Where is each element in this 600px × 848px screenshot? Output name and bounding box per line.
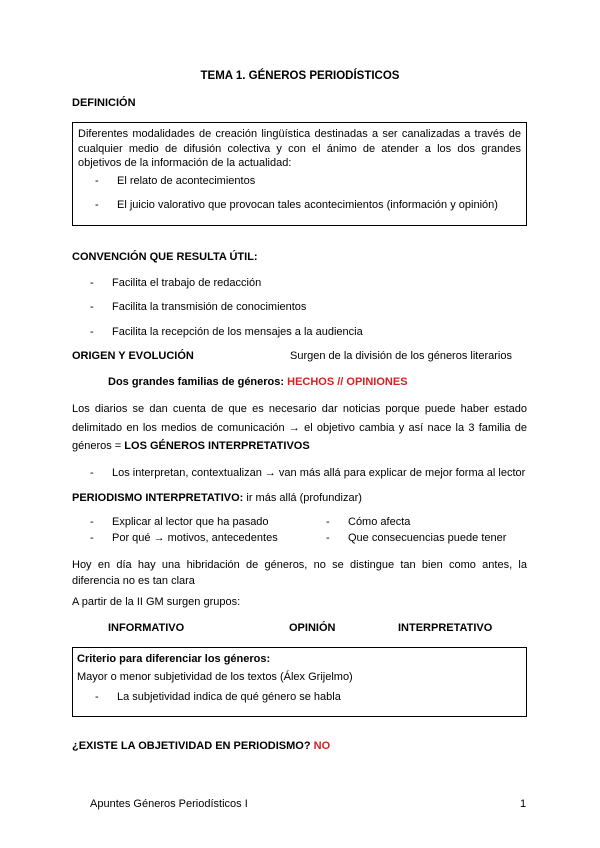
familias-line [108,376,408,388]
dash-icon: - [326,532,330,544]
familias-value: HECHOS // OPINIONES [287,376,408,388]
origen-paragraph-bold: LOS GÉNEROS INTERPRETATIVOS [124,440,310,452]
grupo-interpretativo: INTERPRETATIVO [398,622,493,634]
grupos-intro: A partir de la II GM surgen grupos: [72,596,241,608]
grupo-informativo: INFORMATIVO [108,622,185,634]
list-item [90,301,306,313]
origen-paragraph-text: Los diarios se dan cuenta de que es necesario dar noticias porque puede haber estado delimitado en los medios de comunicación → el objetivo cambia y así nace la 3 familia de géneros = [72,403,527,452]
objetividad-line [72,740,330,752]
origen-paragraph [72,400,527,456]
dash-icon: - [90,516,94,528]
list-item [90,532,278,544]
periodismo-heading-line [72,492,362,504]
origen-note: Surgen de la división de los géneros literarios [290,350,512,362]
definicion-bullet-1: El relato de acontecimientos [117,175,256,187]
periodismo-col1-2: Por qué → motivos, antecedentes [112,532,278,544]
periodismo-col2-1: Cómo afecta [348,516,411,528]
list-item [95,175,255,187]
criterio-text: Mayor o menor subjetividad de los textos (Álex Grijelmo) [77,671,353,683]
criterio-box [72,647,527,717]
convencion-bullet-1: Facilita el trabajo de redacción [112,277,262,289]
dash-icon: - [90,301,94,313]
page-title: TEMA 1. GÉNEROS PERIODÍSTICOS [200,70,400,82]
footer-title: Apuntes Géneros Periodísticos I [90,798,248,810]
dash-icon: - [326,516,330,528]
criterio-heading: Criterio para diferenciar los géneros: [77,653,271,665]
definicion-box [72,122,527,226]
page-number: 1 [520,798,527,810]
dash-icon: - [90,277,94,289]
dash-icon: - [95,691,99,703]
list-item [326,516,410,528]
origen-heading: ORIGEN Y EVOLUCIÓN [72,350,194,362]
convencion-bullet-3: Facilita la recepción de los mensajes a la audiencia [112,326,363,338]
periodismo-heading: PERIODISMO INTERPRETATIVO: [72,492,244,504]
definicion-text: Diferentes modalidades de creación lingüística destinadas a ser canalizadas a través de cualquier medio de difusión colectiva y con el ánimo de atender a los dos grandes objetivos de la información de la actualidad: [78,128,521,169]
list-item [90,516,269,528]
familias-label: Dos grandes familias de géneros: [108,376,285,388]
dash-icon: - [95,175,99,187]
convencion-heading: CONVENCIÓN QUE RESULTA ÚTIL: [72,251,258,263]
definicion-heading: DEFINICIÓN [72,97,136,109]
list-item [95,691,341,703]
list-item [95,199,498,211]
convencion-bullet-2: Facilita la transmisión de conocimientos [112,301,307,313]
list-item [90,277,261,289]
dash-icon: - [95,199,99,211]
list-item [90,326,363,338]
hibridacion-paragraph: Hoy en día hay una hibridación de géneros, no se distingue tan bien como antes, la diferencia no es tan clara [72,559,527,587]
list-item [90,467,525,479]
periodismo-col2-2: Que consecuencias puede tener [348,532,507,544]
dash-icon: - [90,467,94,479]
definicion-bullet-2: El juicio valorativo que provocan tales acontecimientos (información y opinión) [117,199,498,211]
criterio-bullet: La subjetividad indica de qué género se habla [117,691,341,703]
objetividad-question: ¿EXISTE LA OBJETIVIDAD EN PERIODISMO? [72,740,314,752]
dash-icon: - [90,532,94,544]
dash-icon: - [90,326,94,338]
grupo-opinion: OPINIÓN [289,622,336,634]
periodismo-heading-rest: ir más allá (profundizar) [243,492,362,504]
objetividad-answer: NO [313,740,331,752]
origen-bullet: Los interpretan, contextualizan → van más allá para explicar de mejor forma al lector [112,467,526,479]
list-item [326,532,506,544]
periodismo-col1-1: Explicar al lector que ha pasado [112,516,269,528]
